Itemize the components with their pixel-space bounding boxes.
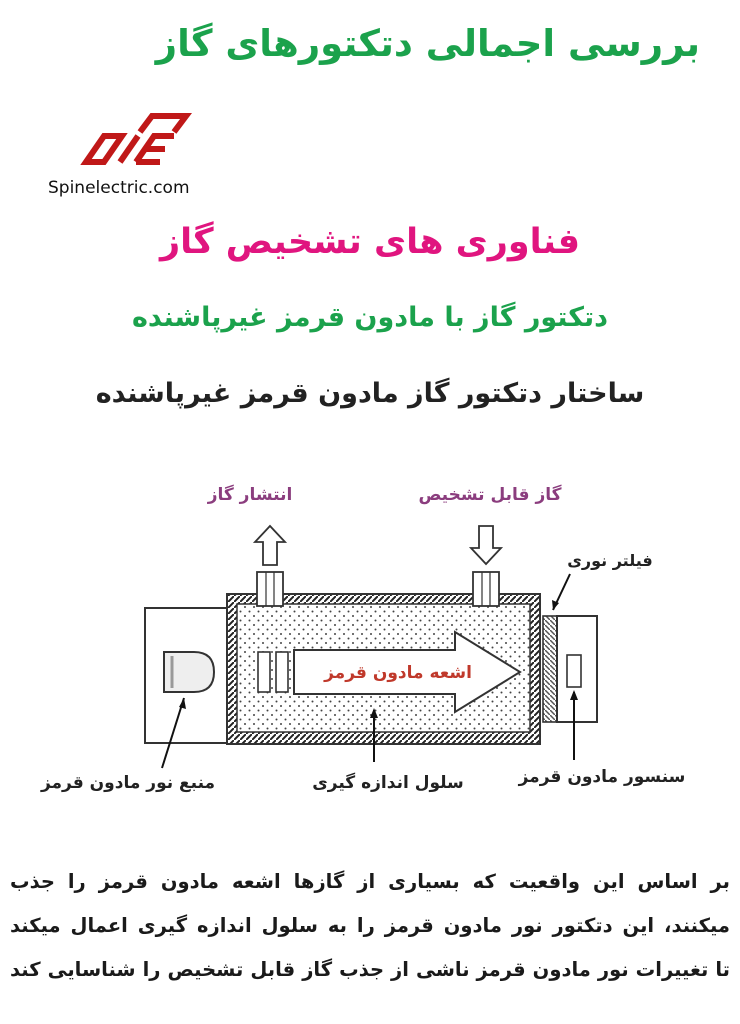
lens-element-2	[276, 652, 288, 692]
outlet-pipe	[257, 572, 283, 606]
description-line-1: بر اساس این واقعیت که بسیاری از گازها اشعه مادون قرمز را جذب	[10, 870, 730, 893]
page-title: بررسی اجمالی دتکتورهای گاز	[155, 22, 700, 65]
label-detectable-gas: گاز قابل تشخیص	[418, 485, 562, 505]
label-measurement-cell: سلول اندازه گیری	[312, 773, 464, 793]
gas-in-arrow	[471, 526, 501, 564]
structure-title: ساختار دتکتور گاز مادون قرمز غیرپاشنده	[95, 378, 645, 409]
description	[10, 860, 730, 992]
label-ir-source: منبع نور مادون قرمز	[40, 773, 216, 793]
company-logo	[78, 112, 193, 170]
ndir-diagram	[0, 470, 740, 830]
description-line-3: تا تغییرات نور مادون قرمز ناشی از جذب گاز قابل تشخیص را شناسایی کند	[10, 958, 730, 981]
description-line-2: میکنند، این دتکتور نور مادون قرمز را به سلول اندازه گیری اعمال میکند	[10, 914, 730, 937]
section-heading: فناوری های تشخیص گاز	[159, 222, 581, 262]
optical-filter	[543, 616, 557, 722]
label-ir-sensor: سنسور مادون قرمز	[518, 767, 686, 787]
ir-sensor-element	[567, 655, 581, 687]
lens-element-1	[258, 652, 270, 692]
inlet-pipe	[473, 572, 499, 606]
label-gas-exit: انتشار گاز	[207, 485, 293, 505]
gas-out-arrow	[255, 526, 285, 565]
logo-site-text: Spinelectric.com	[48, 178, 190, 198]
section-subheading: دتکتور گاز با مادون قرمز غیرپاشنده	[131, 302, 609, 333]
label-optical-filter: فیلتر نوری	[567, 551, 653, 570]
label-ir-beam: اشعه مادون قرمز	[324, 663, 472, 683]
